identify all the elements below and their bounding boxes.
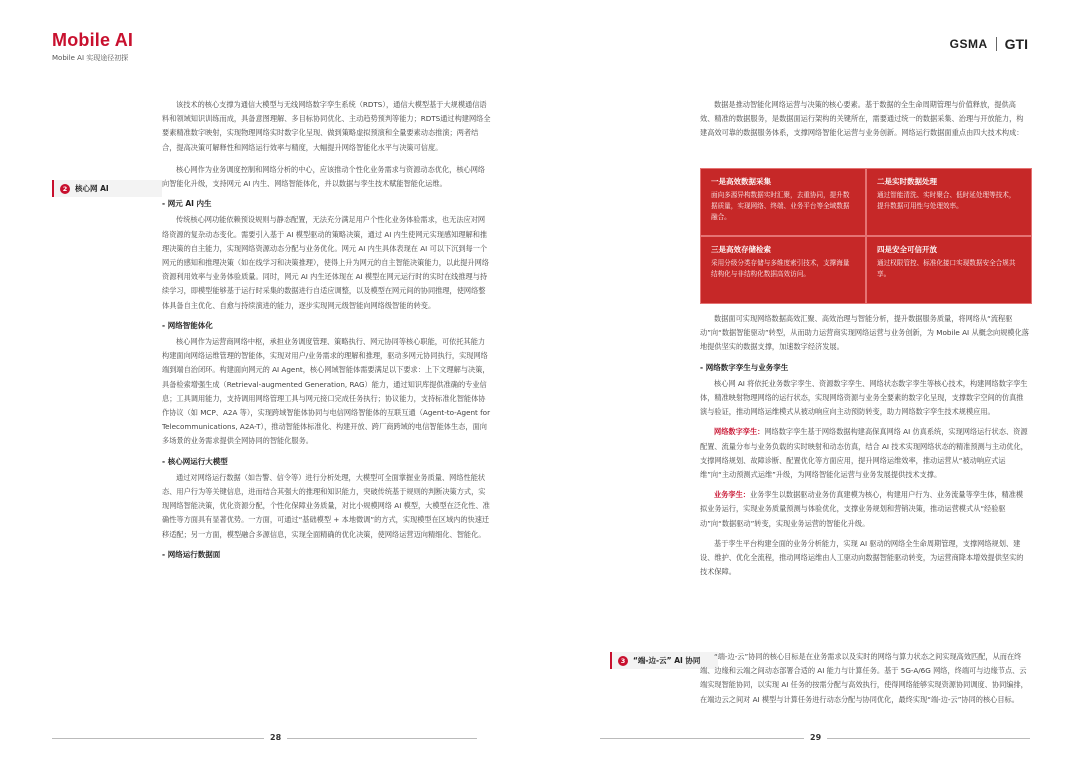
paragraph: 数据面可实现网络数据高效汇聚、高效治理与智能分析，提升数据服务质量，将网络从“流程驱动”向“数据智能驱动”转型，从而助力运营商实现网络运营与业务创新，为 Mobile AI 从概念向规模化落地提供坚实的数据支撑，加速数字经济发展。	[700, 314, 1029, 352]
section-number-badge: 2	[60, 184, 70, 194]
business-twin-label: 业务孪生：	[714, 490, 750, 500]
paragraph: 核心网作为业务调度控制和网络分析的中心，应该推动个性化业务需求与资源动态优化，核心网络向智能化升级，支持网元 AI 内生、网络智能体化，并以数据与孪生技术赋能智能化运维。	[162, 164, 486, 189]
paragraph: “端-边-云”协同的核心目标是在业务需求以及实时的网络与算力状态之间实现高效匹配，从而在终端、边缘和云端之间动态部署合适的 AI 能力与计算任务。基于 5G-A/6G 网络，终端可与边缘节点、云端实现智能协同，以实现 AI 任务的按需分配与高效执行，使得网络能够实现资源协同调度、协同编排，在端边云之间对 AI 模型与计算任务进行动态分配与协同优化，最终实现“端-边-云”协同的核心目标。	[700, 652, 1028, 704]
subsection-heading: - 网络运行数据面	[162, 549, 221, 559]
paragraph-network-twin	[700, 425, 1030, 482]
section-tag-core-network-ai	[52, 180, 162, 197]
grid-cell	[700, 236, 866, 304]
grid-cell-desc: 采用分级分类存储与多维度索引技术，支撑海量结构化与非结构化数据高效访问。	[711, 259, 850, 278]
page-number-left: 28	[264, 733, 287, 742]
section-title: 核心网 AI	[75, 184, 109, 193]
grid-cell-desc: 通过权限管控、标准化接口实现数据安全合规共享。	[877, 259, 1016, 278]
grid-cell	[700, 168, 866, 236]
paragraph: 数据是推动智能化网络运营与决策的核心要素。基于数据的全生命周期管理与价值释放，提供高效、精准的数据服务，是数据面运行架构的关键所在，需要通过统一的数据采集、治理与开放能力，构建高效可靠的数据服务体系，支撑网络智能化运营与业务创新。网络运行数据面重点由四大技术构成：	[700, 100, 1024, 138]
paragraph: 核心网作为运营商网络中枢，承担业务调度管理、策略执行、网元协同等核心职能，可依托其能力构建面向网络运维管理的智能体，实现对用户/业务需求的理解和推理，驱动多网元协同执行，实现网络端到端自治闭环。构建面向网元的 AI Agent，核心网域智能体需要满足以下要求：上下文理解与决策，具备检索增强生成（Retrieval-augmented Generation, RAG）能力，通过知识库提供准确的专业信息；工具调用能力，支持调用网络管理工具与网元接口完成任务执行；协议能力，支持标准化智能体协作协议（如 MCP、A2A 等），实现跨域智能体协同与电信网络智能体的互联互通（Agent-to-Agent for Telecommunications, A2A-T），推动智能体标准化、构建开放、跨厂商跨域的电信智能体生态，面向多场景的业务需求提供全网协同的智能化服务。	[162, 337, 491, 446]
paragraph-business-twin	[700, 488, 1030, 531]
data-plane-tech-grid	[700, 168, 1032, 304]
subsection-heading: - 核心网运行大模型	[162, 456, 228, 466]
grid-cell-desc: 面向多源异构数据实时汇聚，去重协同，提升数据质量，实现网络、终端、业务平台等全域数据融合。	[711, 191, 850, 221]
gti-logo: GTI	[1004, 36, 1028, 52]
grid-cell-desc: 通过智能清洗、实时聚合、低时延处理等技术，提升数据可用性与处理效率。	[877, 191, 1016, 210]
right-page-intro	[700, 98, 1030, 141]
header-subtitle: Mobile AI 实现途径初探	[52, 54, 129, 62]
partner-divider	[996, 37, 997, 51]
paragraph: 通过对网络运行数据（如告警、信令等）进行分析处理，大模型可全面掌握业务质量、网络性能状态、用户行为等关键信息，进而结合其强大的推理和知识能力，突破传统基于规则的判断决策方式，实现网络智能决策，优化资源分配，个性化保障业务质量，对比小规模网络 AI 模型，大模型在泛化性、准确性等方面具有显著优势。一方面，可通过“基础模型 + 本地微调”的方式，实现模型在区域内的快速迁移适配；另一方面，模型融合多源信息，实现全面精确的优化决策，使网络运营迈向精细化、智能化。	[162, 472, 490, 539]
business-twin-text: 业务孪生以数据驱动业务仿真建模为核心，构建用户行为、业务流量等孪生体，精准模拟业务运行，实现业务质量预测与体验优化，支撑业务规划和营销决策，推动运营模式从“经验驱动”向“数据驱动”转变，实现业务运营的智能化升级。	[700, 490, 1024, 528]
gsma-logo: GSMA	[949, 37, 988, 51]
partner-logos	[950, 36, 1028, 52]
right-page-cloud-body	[700, 650, 1030, 732]
network-twin-text: 网络数字孪生基于网络数据构建高保真网络 AI 仿真系统，实现网络运行状态、资源配置、流量分布与业务负载的实时映射和动态仿真，结合 AI 技术实现网络状态的精准预测与主动优化，支撑网络规划、故障诊断、配置优化等方面应用，提升网络运维效率，推动运营从“被动响应式运维”向“主动预测式运维”升级，为网络智能化运营与业务发展提供技术支撑。	[700, 427, 1028, 480]
paragraph: 传统核心网功能依赖预设规则与静态配置，无法充分满足用户个性化业务体验需求，也无法应对网络资源的复杂动态变化。需要引入基于 AI 模型驱动的策略决策，通过 AI 内生使网元实现感知理解和推理决策的自主能力，实现网络资源动态分配与业务优化。网元 AI 内生具体表现在 AI 可以下沉到每一个网元的感知和推理决策（如在线学习和决策推理），使得上升为网元的自主智能决策能力，以此提升网络资源利用效率与业务体验质量。同时，网元 AI 内生还体现在 AI 模型在网元运行时的实时在线推理与持续学习，即模型能够基于运行时采集的数据进行自适应调整，以及模型在网元间的协同推理，使网络整体具备自主优化、自愈与持续演进的能力，逐步实现网元级智能向网络级智能的转变。	[162, 215, 490, 310]
grid-cell-title: 一是高效数据采集	[711, 177, 771, 186]
subsection-heading: - 网络智能体化	[162, 320, 213, 330]
subsection-heading: - 网络数字孪生与业务孪生	[700, 362, 789, 372]
section-title: “端-边-云” AI 协同	[633, 656, 701, 665]
subsection-heading: - 网元 AI 内生	[162, 199, 212, 209]
paragraph: 该技术的核心支撑为通信大模型与无线网络数字孪生系统（RDTS），通信大模型基于大规模通信语料和领域知识训练而成，具备意图理解、多目标协同优化、主动趋势预判等能力；RDTS通过构建网络全要素精准数字映射，实现物理网络实时数字化呈现、做到策略虚拟预演和全量要素动态推演；两者结合，提高决策可解释性和网络运行效率与精度，大幅提升网络智能化水平与决策可信度。	[162, 100, 491, 152]
grid-cell-title: 三是高效存储检索	[711, 245, 771, 254]
mobile-ai-logo: Mobile AI	[52, 30, 134, 50]
page-number-right: 29	[804, 733, 827, 742]
right-page-body	[700, 312, 1030, 579]
grid-cell-title: 二是实时数据处理	[877, 177, 937, 186]
grid-cell-title: 四是安全可信开放	[877, 245, 937, 254]
grid-cell	[866, 236, 1032, 304]
paragraph: 基于孪生平台构建全面的业务分析能力，实现 AI 驱动的网络全生命周期管理，支撑网络规划、建设、维护、优化全流程，推动网络运维由人工驱动向数据智能驱动转变，为运营商降本增效提供坚实的技术保障。	[700, 538, 1024, 577]
paragraph: 核心网 AI 将依托业务数字孪生、资源数字孪生、网络状态数字孪生等核心技术，构建网络数字孪生体，精准映射物理网络的运行状态，实现网络资源与业务全要素的数字化呈现，支撑数字空间的仿真推演与验证，推动网络运维模式从被动响应向主动预防转变，助力网络数字孪生技术规模应用。	[700, 378, 1028, 417]
left-page-body	[162, 98, 492, 564]
grid-cell	[866, 168, 1032, 236]
section-number-badge: 3	[618, 656, 628, 666]
network-twin-label: 网络数字孪生：	[714, 427, 765, 437]
